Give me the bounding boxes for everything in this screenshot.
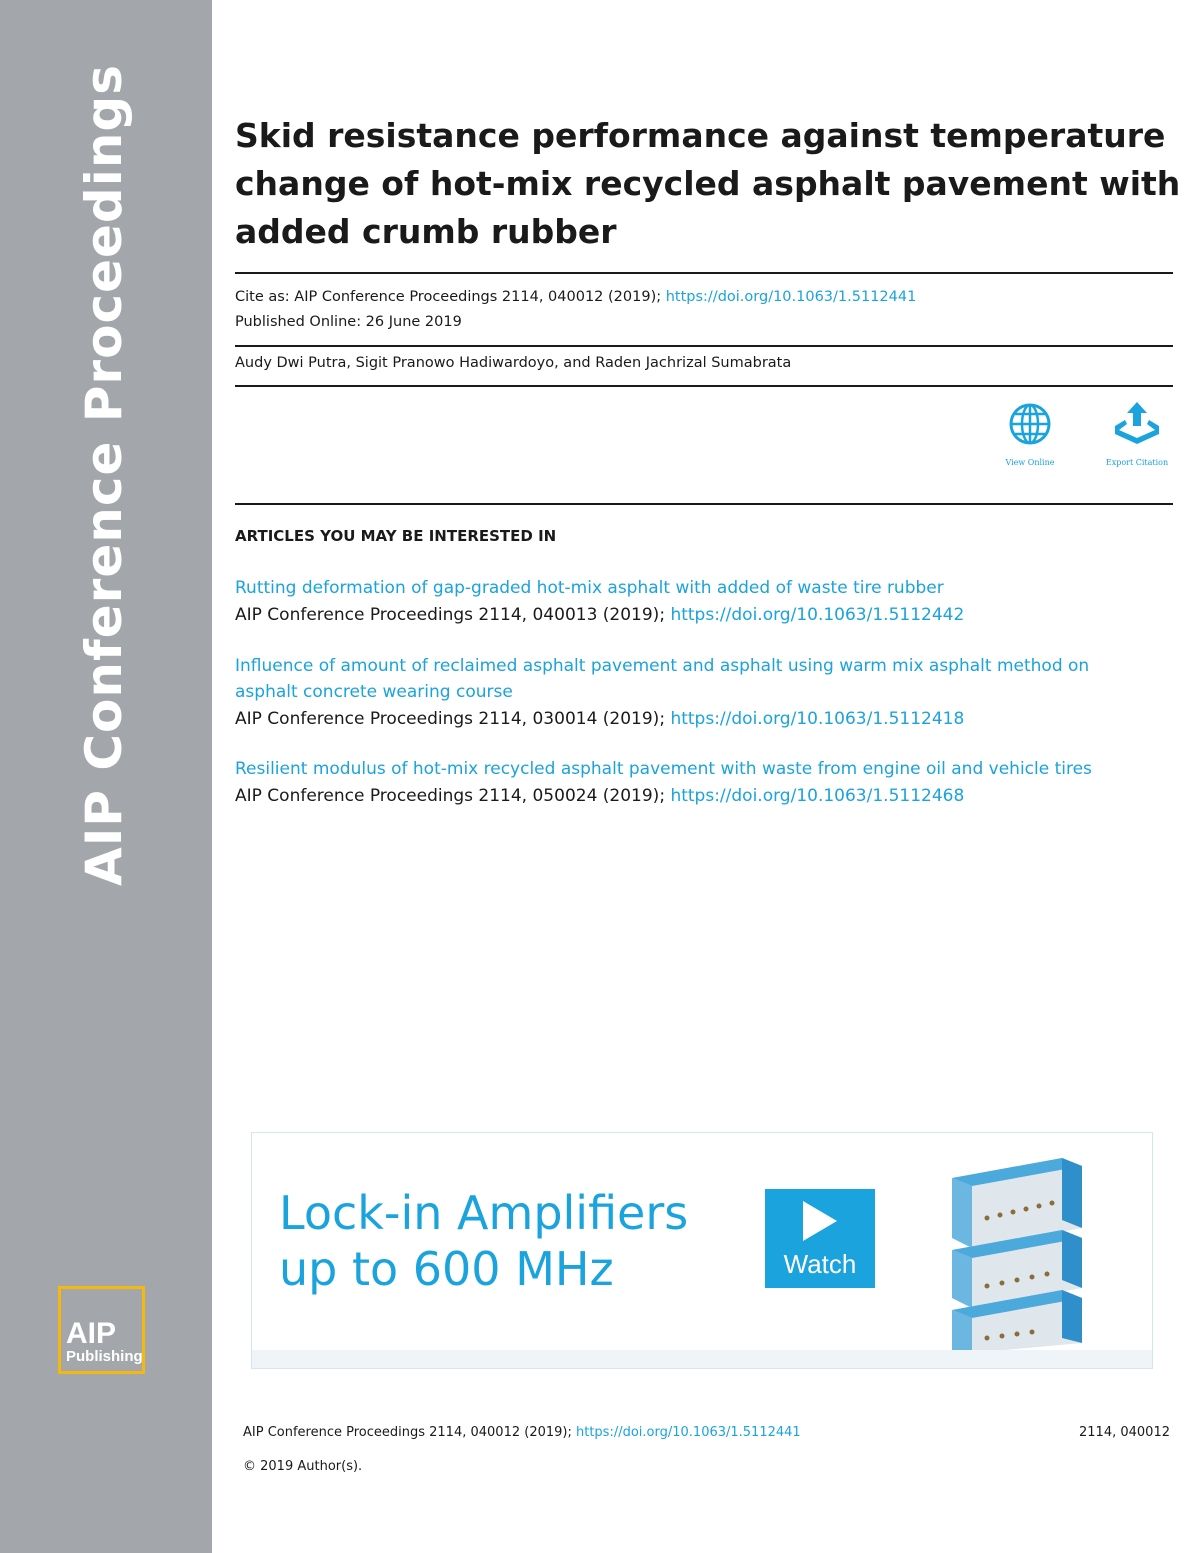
lock-in-amplifier-ad[interactable] <box>251 1132 1153 1369</box>
article-title: Skid resistance performance against temperature change of hot-mix recycled asphalt pavement with added crumb rubber <box>235 116 1181 251</box>
divider <box>235 385 1173 387</box>
related-article-citation <box>235 601 1140 629</box>
ad-headline-line-2: up to 600 MHz <box>279 1242 614 1296</box>
related-article-title-link[interactable]: Rutting deformation of gap-graded hot-mix asphalt with added of waste tire rubber <box>235 578 944 598</box>
divider <box>235 272 1173 274</box>
footer-citation-text: AIP Conference Proceedings 2114, 040012 (2019); <box>243 1425 576 1440</box>
footer-citation <box>243 1425 801 1440</box>
citation-text: Cite as: AIP Conference Proceedings 2114, 040012 (2019); <box>235 289 666 305</box>
sidebar <box>0 0 212 1553</box>
doi-link[interactable]: https://doi.org/10.1063/1.5112441 <box>665 289 917 305</box>
related-article <box>235 653 1140 733</box>
export-citation-label: Export Citation <box>1105 458 1169 467</box>
journal-name-vertical: AIP Conference Proceedings <box>75 64 133 886</box>
play-icon <box>803 1201 837 1241</box>
related-article-citation <box>235 705 1140 733</box>
footer-copyright: © 2019 Author(s). <box>243 1459 363 1474</box>
divider <box>235 345 1173 347</box>
related-articles-heading: ARTICLES YOU MAY BE INTERESTED IN <box>235 527 557 545</box>
export-citation-button[interactable] <box>1092 400 1182 467</box>
ad-bottom-band <box>252 1350 1152 1368</box>
logo-line-2: Publishing <box>66 1348 143 1365</box>
related-article <box>235 756 1140 810</box>
related-doi-link[interactable]: https://doi.org/10.1063/1.5112418 <box>670 709 965 729</box>
related-doi-link[interactable]: https://doi.org/10.1063/1.5112442 <box>670 605 965 625</box>
instrument-stack-image <box>942 1138 1092 1353</box>
footer-page-ref: 2114, 040012 <box>1079 1425 1170 1440</box>
related-article-citation <box>235 782 1140 810</box>
ad-headline-line-1: Lock-in Amplifiers <box>279 1186 689 1240</box>
globe-icon <box>1008 402 1052 446</box>
related-citation-text: AIP Conference Proceedings 2114, 030014 (2019); <box>235 709 671 729</box>
authors: Audy Dwi Putra, Sigit Pranowo Hadiwardoyo, and Raden Jachrizal Sumabrata <box>235 355 792 371</box>
aip-publishing-logo[interactable] <box>58 1286 145 1374</box>
footer-doi-link[interactable]: https://doi.org/10.1063/1.5112441 <box>576 1425 801 1440</box>
view-online-label: View Online <box>1005 458 1055 467</box>
published-date: Published Online: 26 June 2019 <box>235 314 462 330</box>
related-doi-link[interactable]: https://doi.org/10.1063/1.5112468 <box>670 786 965 806</box>
related-article <box>235 575 1140 629</box>
ad-headline <box>279 1185 688 1297</box>
related-article-title-link[interactable]: Influence of amount of reclaimed asphalt pavement and asphalt using warm mix asphalt method on asphalt concrete wearing course <box>235 656 1090 702</box>
watch-button[interactable] <box>765 1189 875 1288</box>
citation-line <box>235 289 916 305</box>
related-article-title-link[interactable]: Resilient modulus of hot-mix recycled asphalt pavement with waste from engine oil and vehicle tires <box>235 759 1092 779</box>
divider <box>235 503 1173 505</box>
related-citation-text: AIP Conference Proceedings 2114, 040013 (2019); <box>235 605 671 625</box>
related-citation-text: AIP Conference Proceedings 2114, 050024 (2019); <box>235 786 671 806</box>
logo-line-1: AIP <box>66 1317 117 1350</box>
watch-label: Watch <box>783 1249 857 1279</box>
view-online-button[interactable] <box>985 402 1075 467</box>
export-tray-icon <box>1111 400 1163 446</box>
